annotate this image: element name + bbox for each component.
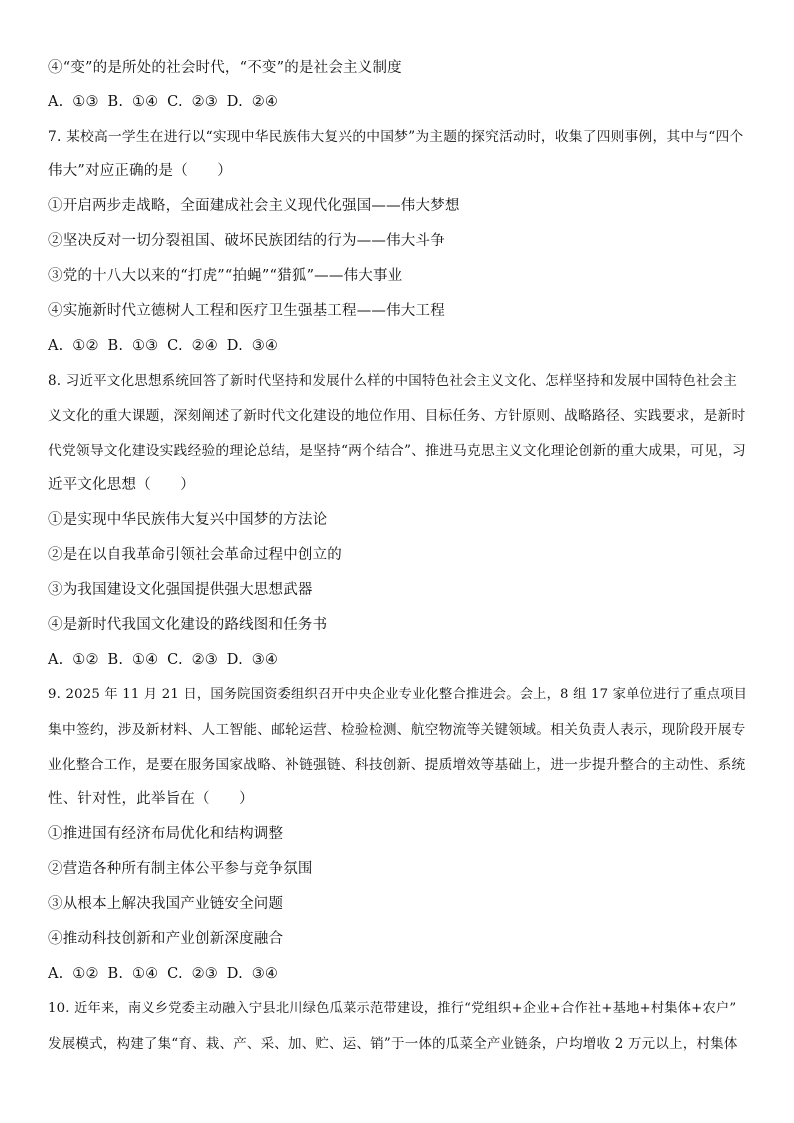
q9-stem-line-3: 业化整合工作，是要在服务国家战略、补链强链、科技创新、提质增效等基础上，进一步提升整合的主动性、系统 [48, 757, 746, 773]
q9-stem-line-1: 9. 2025 年 11 月 21 日，国务院国资委组织召开中央企业专业化整合推进会。会上，8 组 17 家单位进行了重点项目 [48, 687, 748, 702]
q7-stem-line-1: 7. 某校高一学生在进行以“实现中华民族伟大复兴的中国梦”为主题的探究活动时，收集了四则事例，其中与“四个 [48, 129, 744, 145]
q9-option-3: ③从根本上解决我国产业链安全问题 [48, 896, 284, 912]
q9-stem-line-2: 集中签约，涉及新材料、人工智能、邮轮运营、检验检测、航空物流等关键领域。相关负责人表示，现阶段开展专 [48, 722, 746, 738]
q7-option-1: ①开启两步走战略，全面建成社会主义现代化强国——伟大梦想 [48, 198, 460, 214]
q7-option-3: ③党的十八大以来的“打虎”“拍蝇”“猎狐”——伟大事业 [48, 268, 403, 284]
q9-option-1: ①推进国有经济布局优化和结构调整 [48, 826, 284, 842]
q8-option-3: ③为我国建设文化强国提供强大思想武器 [48, 582, 313, 598]
q7-stem-line-2: 伟大”对应正确的是（ ） [48, 163, 233, 179]
q9-option-2: ②营造各种所有制主体公平参与竞争氛围 [48, 861, 313, 877]
q8-stem-line-2: 义文化的重大课题，深刻阐述了新时代文化建设的地位作用、目标任务、方针原则、战略路径、实践要求，是新时 [48, 408, 746, 424]
q6-option-4: ④“变”的是所处的社会时代，“不变”的是社会主义制度 [48, 60, 402, 76]
q7-option-4: ④实施新时代立德树人工程和医疗卫生强基工程——伟大工程 [48, 303, 445, 319]
q10-stem-line-2: 发展模式，构建了集“育、栽、产、采、加、贮、运、销”于一体的瓜菜全产业链条，户均增收 2 万元以上，村集体 [48, 1036, 738, 1052]
q9-stem-line-4: 性、针对性，此举旨在（ ） [48, 791, 254, 807]
q8-stem-line-4: 近平文化思想（ ） [48, 477, 195, 493]
q8-option-2: ②是在以自我革命引领社会革命过程中创立的 [48, 547, 342, 563]
q8-option-4: ④是新时代我国文化建设的路线图和任务书 [48, 617, 328, 633]
q6-answer-choices: A. ①③ B. ①④ C. ②③ D. ②④ [48, 94, 279, 110]
q9-option-4: ④推动科技创新和产业创新深度融合 [48, 931, 284, 947]
q9-answer-choices: A. ①② B. ①④ C. ②③ D. ③④ [48, 966, 279, 982]
q8-stem-line-1: 8. 习近平文化思想系统回答了新时代坚持和发展什么样的中国特色社会主义文化、怎样坚持和发展中国特色社会主 [48, 373, 738, 389]
q7-option-2: ②坚决反对一切分裂祖国、破坏民族团结的行为——伟大斗争 [48, 233, 445, 249]
q8-answer-choices: A. ①② B. ①④ C. ②③ D. ③④ [48, 652, 279, 668]
q10-stem-line-1: 10. 近年来，南义乡党委主动融入宁县北川绿色瓜菜示范带建设，推行“党组织+企业+合作社+基地+村集体+农户” [48, 1001, 737, 1016]
q8-option-1: ①是实现中华民族伟大复兴中国梦的方法论 [48, 512, 328, 528]
q7-answer-choices: A. ①② B. ①③ C. ②④ D. ③④ [48, 338, 279, 354]
q8-stem-line-3: 代党领导文化建设实践经验的理论总结，是坚持“两个结合”、推进马克思主义文化理论创新的重大成果，可见，习 [48, 443, 747, 459]
